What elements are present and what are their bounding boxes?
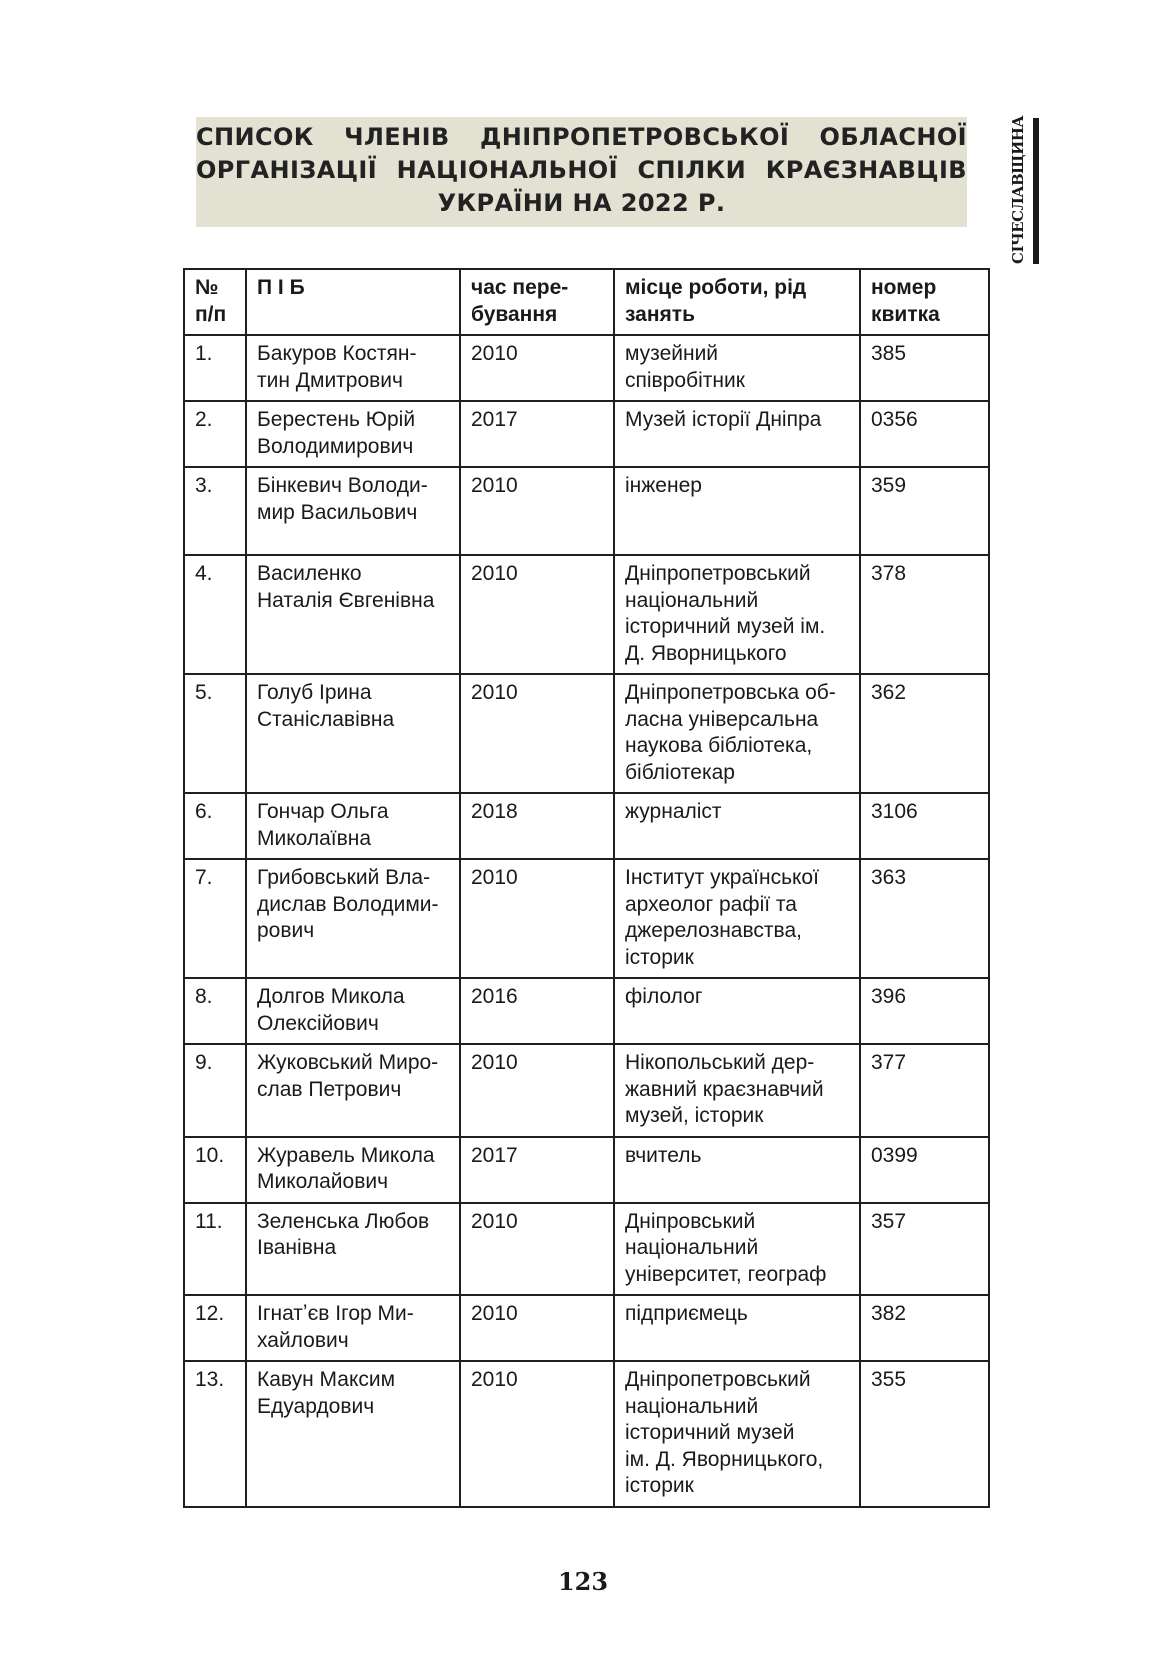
cell-period: 2018 xyxy=(460,793,614,859)
cell-ticket: 362 xyxy=(860,674,989,793)
page-number: 123 xyxy=(557,1567,609,1596)
cell-number: 6. xyxy=(184,793,246,859)
cell-ticket: 0356 xyxy=(860,401,989,467)
header-ticket: номер квитка xyxy=(860,269,989,335)
cell-period: 2010 xyxy=(460,674,614,793)
table-header-row xyxy=(184,269,989,335)
header-workplace: місце роботи, рід занять xyxy=(614,269,860,335)
title-line: УКРАЇНИ НА 2022 Р. xyxy=(437,188,726,217)
table-row xyxy=(184,335,989,401)
cell-name: Зеленська Любов Іванівна xyxy=(246,1203,460,1296)
cell-number: 13. xyxy=(184,1361,246,1507)
cell-number: 11. xyxy=(184,1203,246,1296)
cell-ticket: 396 xyxy=(860,978,989,1044)
table-row xyxy=(184,1203,989,1296)
cell-name: Голуб Ірина Станіславівна xyxy=(246,674,460,793)
table-row xyxy=(184,555,989,674)
logo-bar xyxy=(1033,118,1039,264)
cell-workplace: вчитель xyxy=(614,1137,860,1203)
cell-period: 2010 xyxy=(460,555,614,674)
cell-workplace: Дніпропетровський національний історичний музей ім. Д. Яворницького xyxy=(614,555,860,674)
table-row xyxy=(184,1044,989,1137)
cell-period: 2010 xyxy=(460,1295,614,1361)
cell-name: Жуковський Миро- слав Петрович xyxy=(246,1044,460,1137)
table-row xyxy=(184,859,989,978)
cell-ticket: 0399 xyxy=(860,1137,989,1203)
cell-ticket: 355 xyxy=(860,1361,989,1507)
cell-workplace: музейний співробітник xyxy=(614,335,860,401)
cell-name: Грибовський Вла- дислав Володими- рович xyxy=(246,859,460,978)
cell-period: 2010 xyxy=(460,1203,614,1296)
cell-ticket: 3106 xyxy=(860,793,989,859)
cell-ticket: 363 xyxy=(860,859,989,978)
cell-number: 8. xyxy=(184,978,246,1044)
cell-period: 2010 xyxy=(460,1044,614,1137)
cell-ticket: 382 xyxy=(860,1295,989,1361)
title-line: ОРГАНІЗАЦІЇ НАЦІОНАЛЬНОЇ СПІЛКИ КРАЄЗНАВЦІВ xyxy=(196,155,967,184)
cell-number: 2. xyxy=(184,401,246,467)
table-row xyxy=(184,1361,989,1507)
cell-workplace: філолог xyxy=(614,978,860,1044)
title-line: СПИСОК ЧЛЕНІВ ДНІПРОПЕТРОВСЬКОЇ ОБЛАСНОЇ xyxy=(196,122,967,151)
cell-period: 2010 xyxy=(460,859,614,978)
cell-name: Кавун Максим Едуардович xyxy=(246,1361,460,1507)
cell-ticket: 378 xyxy=(860,555,989,674)
cell-number: 5. xyxy=(184,674,246,793)
cell-workplace: підприємець xyxy=(614,1295,860,1361)
cell-ticket: 377 xyxy=(860,1044,989,1137)
table-row xyxy=(184,467,989,555)
cell-name: Бакуров Костян- тин Дмитрович xyxy=(246,335,460,401)
table-row xyxy=(184,1295,989,1361)
cell-workplace: Дніпровський національний університет, географ xyxy=(614,1203,860,1296)
members-table xyxy=(183,268,990,1508)
cell-workplace: Дніпропетровська об- ласна універсальна наукова бібліотека, бібліотекар xyxy=(614,674,860,793)
cell-name: Василенко Наталія Євгенівна xyxy=(246,555,460,674)
cell-period: 2016 xyxy=(460,978,614,1044)
cell-number: 4. xyxy=(184,555,246,674)
cell-name: Долгов Микола Олексійович xyxy=(246,978,460,1044)
cell-workplace: інженер xyxy=(614,467,860,555)
table-row xyxy=(184,674,989,793)
cell-workplace: Музей історії Дніпра xyxy=(614,401,860,467)
cell-number: 9. xyxy=(184,1044,246,1137)
cell-ticket: 359 xyxy=(860,467,989,555)
cell-name: Журавель Микола Миколайович xyxy=(246,1137,460,1203)
logo-text: СІЧЕСЛАВЩИНА xyxy=(1009,115,1027,264)
side-logo xyxy=(1003,115,1041,264)
cell-ticket: 357 xyxy=(860,1203,989,1296)
header-number: № п/п xyxy=(184,269,246,335)
cell-name: Ігнатʼєв Ігор Ми- хайлович xyxy=(246,1295,460,1361)
table-row xyxy=(184,401,989,467)
header-period: час пере- бування xyxy=(460,269,614,335)
table-body xyxy=(184,335,989,1507)
cell-period: 2017 xyxy=(460,401,614,467)
cell-number: 7. xyxy=(184,859,246,978)
cell-number: 10. xyxy=(184,1137,246,1203)
cell-name: Бінкевич Володи- мир Васильович xyxy=(246,467,460,555)
document-title xyxy=(196,117,967,227)
cell-name: Берестень Юрій Володимирович xyxy=(246,401,460,467)
cell-number: 1. xyxy=(184,335,246,401)
cell-workplace: Нікопольський дер- жавний краєзнавчий музей, історик xyxy=(614,1044,860,1137)
cell-name: Гончар Ольга Миколаївна xyxy=(246,793,460,859)
cell-workplace: журналіст xyxy=(614,793,860,859)
cell-workplace: Дніпропетровський національний історичний музей ім. Д. Яворницького, історик xyxy=(614,1361,860,1507)
header-name: П І Б xyxy=(246,269,460,335)
table-row xyxy=(184,793,989,859)
table-row xyxy=(184,1137,989,1203)
cell-number: 12. xyxy=(184,1295,246,1361)
cell-number: 3. xyxy=(184,467,246,555)
table-row xyxy=(184,978,989,1044)
cell-period: 2010 xyxy=(460,1361,614,1507)
cell-period: 2010 xyxy=(460,467,614,555)
cell-ticket: 385 xyxy=(860,335,989,401)
cell-period: 2010 xyxy=(460,335,614,401)
cell-period: 2017 xyxy=(460,1137,614,1203)
cell-workplace: Інститут української археолог рафії та джерелознавства, історик xyxy=(614,859,860,978)
